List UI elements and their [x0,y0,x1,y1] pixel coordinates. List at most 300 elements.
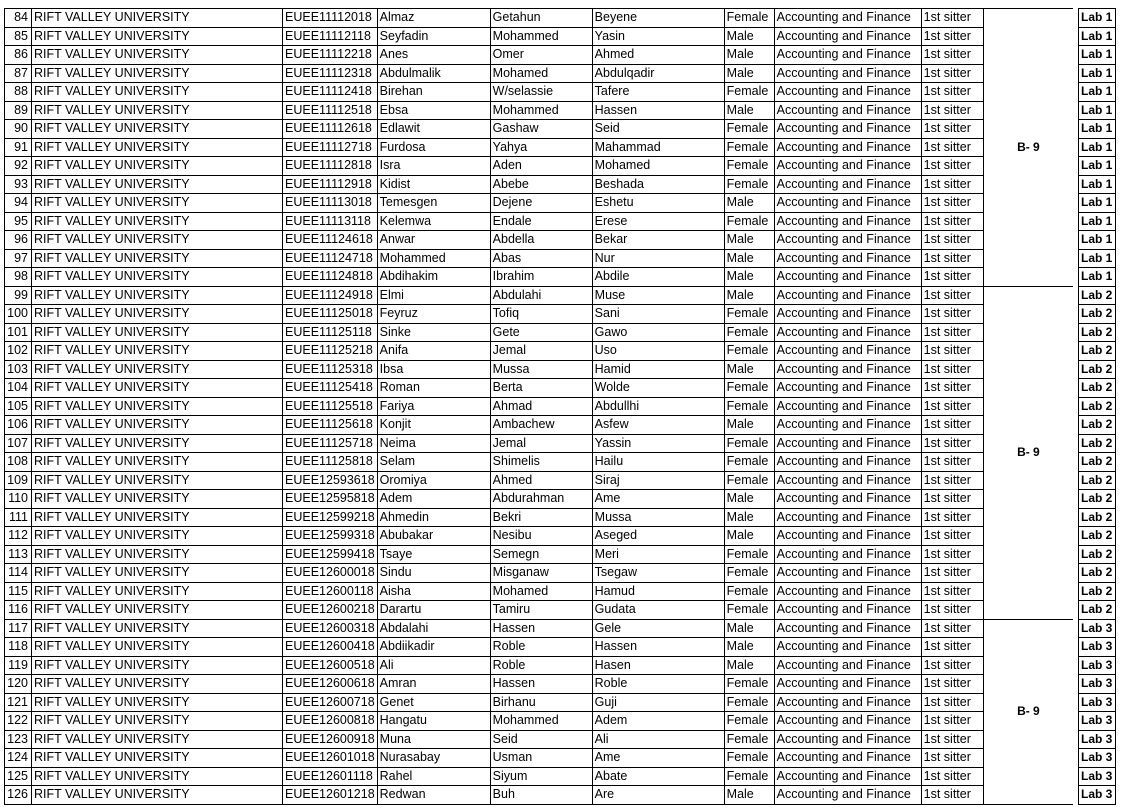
row-number-cell: 118 [5,638,32,657]
school-cell: RIFT VALLEY UNIVERSITY [32,27,283,46]
father-name-cell: Bekri [490,508,592,527]
school-cell: RIFT VALLEY UNIVERSITY [32,693,283,712]
first-name-cell: Amran [377,675,490,694]
father-name-cell: Seid [490,730,592,749]
lab-cell: Lab 2 [1078,471,1115,490]
lab-cell: Lab 3 [1078,638,1115,657]
department-cell: Accounting and Finance [774,471,921,490]
row-number-cell: 92 [5,157,32,176]
father-name-cell: Endale [490,212,592,231]
lab-cell: Lab 2 [1078,342,1115,361]
gender-cell: Female [724,749,774,768]
first-name-cell: Isra [377,157,490,176]
gender-cell: Male [724,656,774,675]
father-name-cell: Shimelis [490,453,592,472]
father-name-cell: Siyum [490,767,592,786]
registration-id-cell: EUEE12600718 [283,693,378,712]
sitter-type-cell: 1st sitter [921,712,983,731]
sitter-type-cell: 1st sitter [921,157,983,176]
grandfather-name-cell: Abdulqadir [592,64,724,83]
gender-cell: Female [724,397,774,416]
grandfather-name-cell: Ame [592,749,724,768]
registration-id-cell: EUEE11113018 [283,194,378,213]
row-number-cell: 85 [5,27,32,46]
row-number-cell: 101 [5,323,32,342]
registration-id-cell: EUEE12600518 [283,656,378,675]
grandfather-name-cell: Beshada [592,175,724,194]
row-number-cell: 120 [5,675,32,694]
sitter-type-cell: 1st sitter [921,27,983,46]
department-cell: Accounting and Finance [774,712,921,731]
row-number-cell: 114 [5,564,32,583]
sitter-type-cell: 1st sitter [921,693,983,712]
room-cell: B- 9 [983,9,1073,287]
department-cell: Accounting and Finance [774,286,921,305]
lab-cell: Lab 2 [1078,379,1115,398]
row-number-cell: 107 [5,434,32,453]
father-name-cell: Misganaw [490,564,592,583]
candidate-table [4,8,1116,805]
department-cell: Accounting and Finance [774,9,921,28]
department-cell: Accounting and Finance [774,212,921,231]
sitter-type-cell: 1st sitter [921,379,983,398]
table-row [5,453,1116,472]
department-cell: Accounting and Finance [774,231,921,250]
gender-cell: Female [724,83,774,102]
first-name-cell: Oromiya [377,471,490,490]
department-cell: Accounting and Finance [774,194,921,213]
sitter-type-cell: 1st sitter [921,545,983,564]
school-cell: RIFT VALLEY UNIVERSITY [32,564,283,583]
father-name-cell: Hassen [490,619,592,638]
row-number-cell: 99 [5,286,32,305]
father-name-cell: Abdulahi [490,286,592,305]
father-name-cell: Birhanu [490,693,592,712]
gender-cell: Male [724,527,774,546]
father-name-cell: Abas [490,249,592,268]
lab-cell: Lab 2 [1078,416,1115,435]
grandfather-name-cell: Meri [592,545,724,564]
department-cell: Accounting and Finance [774,564,921,583]
table-row [5,323,1116,342]
gender-cell: Female [724,601,774,620]
department-cell: Accounting and Finance [774,379,921,398]
sitter-type-cell: 1st sitter [921,83,983,102]
lab-cell: Lab 3 [1078,749,1115,768]
sitter-type-cell: 1st sitter [921,675,983,694]
department-cell: Accounting and Finance [774,323,921,342]
gender-cell: Male [724,268,774,287]
table-row [5,268,1116,287]
father-name-cell: Abebe [490,175,592,194]
grandfather-name-cell: Asfew [592,416,724,435]
registration-id-cell: EUEE12601118 [283,767,378,786]
row-number-cell: 95 [5,212,32,231]
row-number-cell: 122 [5,712,32,731]
registration-id-cell: EUEE12600918 [283,730,378,749]
department-cell: Accounting and Finance [774,27,921,46]
lab-cell: Lab 2 [1078,564,1115,583]
row-number-cell: 96 [5,231,32,250]
school-cell: RIFT VALLEY UNIVERSITY [32,453,283,472]
grandfather-name-cell: Adem [592,712,724,731]
registration-id-cell: EUEE11112518 [283,101,378,120]
registration-id-cell: EUEE11112818 [283,157,378,176]
grandfather-name-cell: Ali [592,730,724,749]
grandfather-name-cell: Yasin [592,27,724,46]
row-number-cell: 119 [5,656,32,675]
sitter-type-cell: 1st sitter [921,212,983,231]
lab-cell: Lab 1 [1078,138,1115,157]
row-number-cell: 109 [5,471,32,490]
father-name-cell: Buh [490,786,592,805]
table-row [5,693,1116,712]
registration-id-cell: EUEE12599218 [283,508,378,527]
first-name-cell: Mohammed [377,249,490,268]
grandfather-name-cell: Mahammad [592,138,724,157]
department-cell: Accounting and Finance [774,508,921,527]
grandfather-name-cell: Tsegaw [592,564,724,583]
row-number-cell: 87 [5,64,32,83]
registration-id-cell: EUEE11125118 [283,323,378,342]
first-name-cell: Kidist [377,175,490,194]
grandfather-name-cell: Tafere [592,83,724,102]
grandfather-name-cell: Seid [592,120,724,139]
table-row [5,157,1116,176]
row-number-cell: 123 [5,730,32,749]
lab-cell: Lab 2 [1078,360,1115,379]
grandfather-name-cell: Gele [592,619,724,638]
first-name-cell: Edlawit [377,120,490,139]
lab-cell: Lab 1 [1078,231,1115,250]
school-cell: RIFT VALLEY UNIVERSITY [32,9,283,28]
gender-cell: Female [724,305,774,324]
gender-cell: Female [724,564,774,583]
father-name-cell: Ambachew [490,416,592,435]
first-name-cell: Genet [377,693,490,712]
first-name-cell: Nurasabay [377,749,490,768]
first-name-cell: Anifa [377,342,490,361]
first-name-cell: Birehan [377,83,490,102]
first-name-cell: Ebsa [377,101,490,120]
row-number-cell: 90 [5,120,32,139]
first-name-cell: Abdulmalik [377,64,490,83]
grandfather-name-cell: Abdile [592,268,724,287]
table-row [5,656,1116,675]
gender-cell: Male [724,231,774,250]
room-cell: B- 9 [983,286,1073,619]
grandfather-name-cell: Aseged [592,527,724,546]
gender-cell: Female [724,767,774,786]
row-number-cell: 103 [5,360,32,379]
father-name-cell: Mohammed [490,712,592,731]
school-cell: RIFT VALLEY UNIVERSITY [32,83,283,102]
table-row [5,582,1116,601]
table-row [5,638,1116,657]
lab-cell: Lab 1 [1078,64,1115,83]
grandfather-name-cell: Abdullhi [592,397,724,416]
table-row [5,545,1116,564]
row-number-cell: 110 [5,490,32,509]
gender-cell: Female [724,675,774,694]
department-cell: Accounting and Finance [774,675,921,694]
first-name-cell: Temesgen [377,194,490,213]
grandfather-name-cell: Hasen [592,656,724,675]
gender-cell: Female [724,175,774,194]
table-row [5,249,1116,268]
registration-id-cell: EUEE12599418 [283,545,378,564]
school-cell: RIFT VALLEY UNIVERSITY [32,545,283,564]
school-cell: RIFT VALLEY UNIVERSITY [32,508,283,527]
school-cell: RIFT VALLEY UNIVERSITY [32,323,283,342]
department-cell: Accounting and Finance [774,619,921,638]
grandfather-name-cell: Wolde [592,379,724,398]
registration-id-cell: EUEE11112418 [283,83,378,102]
gender-cell: Female [724,212,774,231]
school-cell: RIFT VALLEY UNIVERSITY [32,101,283,120]
father-name-cell: Yahya [490,138,592,157]
lab-cell: Lab 2 [1078,397,1115,416]
gender-cell: Male [724,638,774,657]
table-row [5,212,1116,231]
gender-cell: Male [724,490,774,509]
lab-cell: Lab 2 [1078,508,1115,527]
row-number-cell: 115 [5,582,32,601]
school-cell: RIFT VALLEY UNIVERSITY [32,249,283,268]
first-name-cell: Sindu [377,564,490,583]
father-name-cell: Tofiq [490,305,592,324]
row-number-cell: 105 [5,397,32,416]
lab-cell: Lab 3 [1078,656,1115,675]
school-cell: RIFT VALLEY UNIVERSITY [32,64,283,83]
school-cell: RIFT VALLEY UNIVERSITY [32,416,283,435]
grandfather-name-cell: Yassin [592,434,724,453]
row-number-cell: 100 [5,305,32,324]
table-row [5,101,1116,120]
grandfather-name-cell: Ahmed [592,46,724,65]
school-cell: RIFT VALLEY UNIVERSITY [32,212,283,231]
table-row [5,749,1116,768]
table-row [5,286,1116,305]
row-number-cell: 84 [5,9,32,28]
grandfather-name-cell: Gudata [592,601,724,620]
school-cell: RIFT VALLEY UNIVERSITY [32,286,283,305]
sitter-type-cell: 1st sitter [921,9,983,28]
school-cell: RIFT VALLEY UNIVERSITY [32,120,283,139]
school-cell: RIFT VALLEY UNIVERSITY [32,434,283,453]
lab-cell: Lab 1 [1078,249,1115,268]
father-name-cell: Mohammed [490,101,592,120]
grandfather-name-cell: Mussa [592,508,724,527]
sitter-type-cell: 1st sitter [921,249,983,268]
department-cell: Accounting and Finance [774,767,921,786]
sitter-type-cell: 1st sitter [921,120,983,139]
row-number-cell: 113 [5,545,32,564]
father-name-cell: Mussa [490,360,592,379]
grandfather-name-cell: Sani [592,305,724,324]
first-name-cell: Selam [377,453,490,472]
lab-cell: Lab 2 [1078,545,1115,564]
lab-cell: Lab 1 [1078,268,1115,287]
sitter-type-cell: 1st sitter [921,138,983,157]
table-row [5,490,1116,509]
school-cell: RIFT VALLEY UNIVERSITY [32,490,283,509]
table-row [5,434,1116,453]
lab-cell: Lab 2 [1078,434,1115,453]
first-name-cell: Adem [377,490,490,509]
school-cell: RIFT VALLEY UNIVERSITY [32,749,283,768]
registration-id-cell: EUEE12600618 [283,675,378,694]
sitter-type-cell: 1st sitter [921,101,983,120]
gender-cell: Female [724,453,774,472]
first-name-cell: Redwan [377,786,490,805]
room-cell: B- 9 [983,619,1073,804]
registration-id-cell: EUEE12600318 [283,619,378,638]
father-name-cell: Roble [490,638,592,657]
father-name-cell: Jemal [490,342,592,361]
department-cell: Accounting and Finance [774,545,921,564]
row-number-cell: 126 [5,786,32,805]
gender-cell: Female [724,730,774,749]
table-row [5,471,1116,490]
first-name-cell: Konjit [377,416,490,435]
lab-cell: Lab 3 [1078,767,1115,786]
school-cell: RIFT VALLEY UNIVERSITY [32,138,283,157]
school-cell: RIFT VALLEY UNIVERSITY [32,767,283,786]
lab-cell: Lab 1 [1078,9,1115,28]
father-name-cell: Semegn [490,545,592,564]
grandfather-name-cell: Are [592,786,724,805]
first-name-cell: Elmi [377,286,490,305]
table-row [5,175,1116,194]
sitter-type-cell: 1st sitter [921,231,983,250]
table-row [5,767,1116,786]
table-row [5,194,1116,213]
department-cell: Accounting and Finance [774,638,921,657]
grandfather-name-cell: Siraj [592,471,724,490]
department-cell: Accounting and Finance [774,601,921,620]
table-row [5,675,1116,694]
gender-cell: Male [724,416,774,435]
department-cell: Accounting and Finance [774,83,921,102]
father-name-cell: Roble [490,656,592,675]
gender-cell: Female [724,120,774,139]
table-row [5,83,1116,102]
lab-cell: Lab 1 [1078,101,1115,120]
school-cell: RIFT VALLEY UNIVERSITY [32,638,283,657]
school-cell: RIFT VALLEY UNIVERSITY [32,360,283,379]
lab-cell: Lab 2 [1078,286,1115,305]
registration-id-cell: EUEE12600018 [283,564,378,583]
department-cell: Accounting and Finance [774,342,921,361]
gender-cell: Female [724,379,774,398]
gender-cell: Male [724,619,774,638]
first-name-cell: Sinke [377,323,490,342]
lab-cell: Lab 2 [1078,527,1115,546]
lab-cell: Lab 1 [1078,27,1115,46]
school-cell: RIFT VALLEY UNIVERSITY [32,397,283,416]
gender-cell: Female [724,434,774,453]
department-cell: Accounting and Finance [774,490,921,509]
school-cell: RIFT VALLEY UNIVERSITY [32,582,283,601]
department-cell: Accounting and Finance [774,64,921,83]
registration-id-cell: EUEE12595818 [283,490,378,509]
school-cell: RIFT VALLEY UNIVERSITY [32,231,283,250]
sitter-type-cell: 1st sitter [921,64,983,83]
grandfather-name-cell: Hamid [592,360,724,379]
grandfather-name-cell: Roble [592,675,724,694]
lab-cell: Lab 1 [1078,83,1115,102]
table-row [5,138,1116,157]
grandfather-name-cell: Gawo [592,323,724,342]
department-cell: Accounting and Finance [774,120,921,139]
lab-cell: Lab 3 [1078,693,1115,712]
father-name-cell: Aden [490,157,592,176]
sitter-type-cell: 1st sitter [921,619,983,638]
sitter-type-cell: 1st sitter [921,175,983,194]
table-row [5,508,1116,527]
sitter-type-cell: 1st sitter [921,46,983,65]
department-cell: Accounting and Finance [774,786,921,805]
school-cell: RIFT VALLEY UNIVERSITY [32,46,283,65]
registration-id-cell: EUEE12600818 [283,712,378,731]
table-row [5,712,1116,731]
lab-cell: Lab 1 [1078,46,1115,65]
sitter-type-cell: 1st sitter [921,268,983,287]
school-cell: RIFT VALLEY UNIVERSITY [32,157,283,176]
grandfather-name-cell: Guji [592,693,724,712]
registration-id-cell: EUEE11112218 [283,46,378,65]
table-row [5,360,1116,379]
father-name-cell: Ibrahim [490,268,592,287]
department-cell: Accounting and Finance [774,656,921,675]
gender-cell: Male [724,64,774,83]
sitter-type-cell: 1st sitter [921,730,983,749]
department-cell: Accounting and Finance [774,175,921,194]
registration-id-cell: EUEE11125618 [283,416,378,435]
sitter-type-cell: 1st sitter [921,286,983,305]
grandfather-name-cell: Hassen [592,101,724,120]
lab-cell: Lab 3 [1078,730,1115,749]
sitter-type-cell: 1st sitter [921,323,983,342]
father-name-cell: Usman [490,749,592,768]
row-number-cell: 112 [5,527,32,546]
lab-cell: Lab 2 [1078,323,1115,342]
first-name-cell: Abdalahi [377,619,490,638]
department-cell: Accounting and Finance [774,527,921,546]
school-cell: RIFT VALLEY UNIVERSITY [32,305,283,324]
father-name-cell: Gashaw [490,120,592,139]
gender-cell: Male [724,101,774,120]
father-name-cell: Ahmad [490,397,592,416]
row-number-cell: 104 [5,379,32,398]
gender-cell: Male [724,508,774,527]
lab-cell: Lab 2 [1078,490,1115,509]
row-number-cell: 108 [5,453,32,472]
registration-id-cell: EUEE11112918 [283,175,378,194]
school-cell: RIFT VALLEY UNIVERSITY [32,786,283,805]
registration-id-cell: EUEE11112718 [283,138,378,157]
lab-cell: Lab 2 [1078,453,1115,472]
row-number-cell: 125 [5,767,32,786]
sitter-type-cell: 1st sitter [921,601,983,620]
table-row [5,9,1116,28]
department-cell: Accounting and Finance [774,397,921,416]
sitter-type-cell: 1st sitter [921,638,983,657]
first-name-cell: Furdosa [377,138,490,157]
school-cell: RIFT VALLEY UNIVERSITY [32,619,283,638]
table-row [5,305,1116,324]
